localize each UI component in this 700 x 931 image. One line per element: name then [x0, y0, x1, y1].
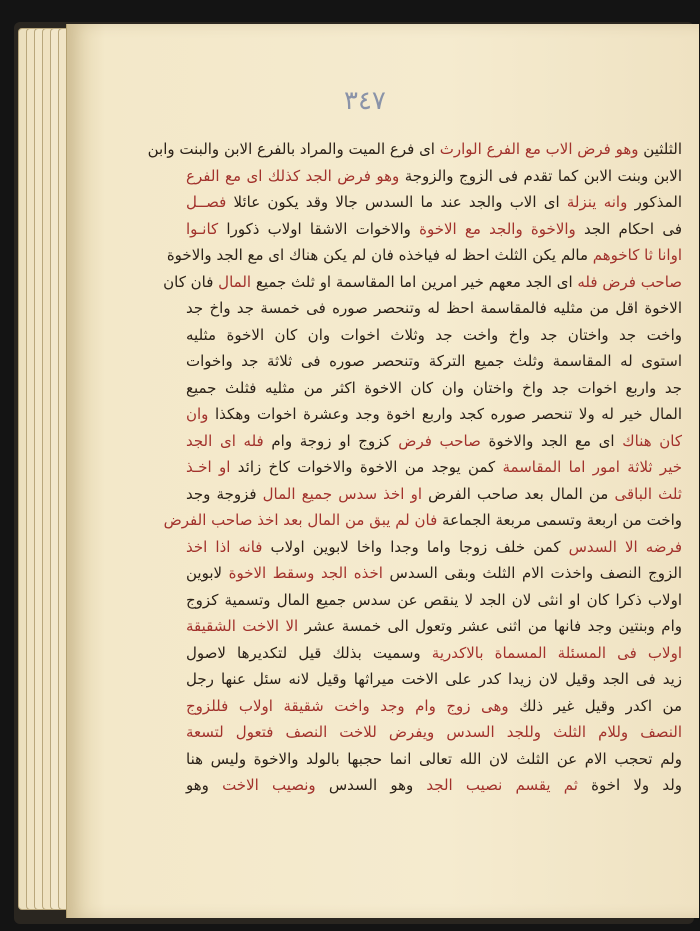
- rubric-text: او اخذ سدس جميع المال: [256, 484, 423, 503]
- rubric-text: فصــل: [186, 193, 227, 211]
- body-text: زيد فى الجد وقيل لان زيدا كدر على الاخت ميراثها وقيل لانه سئل عنها رجل: [186, 670, 682, 688]
- body-text: الاخوة اقل من مثليه فالمقاسمة احظ له وتنحصر صوره فى خمسة جد واخ جد: [186, 299, 682, 317]
- body-text: كزوج او زوجة وام: [263, 431, 391, 450]
- text-line: [186, 693, 682, 720]
- body-text: اولاب ذكرا كان او انثى لان الجد لا ينقص عن سدس جميع المال وتسمية كزوج: [186, 590, 682, 609]
- body-text: وهو السدس: [315, 776, 414, 794]
- text-line: [186, 481, 682, 508]
- rubric-text: النصف وللام الثلث وللجد السدس ويفرض للاخت النصف فتعول لتسعة: [186, 723, 682, 741]
- body-text: جد واربع اخوات جد واخ واختان وان كان الاخوة اكثر من مثليه فثلث جميع: [186, 378, 682, 397]
- rubric-text: وهو فرض الاب مع الفرع الوارث: [434, 140, 639, 158]
- text-line: [163, 507, 682, 534]
- rubric-text: كانـوا: [186, 219, 219, 238]
- rubric-text: ثلث الباقى: [608, 484, 682, 503]
- text-line: [186, 163, 682, 190]
- body-text: فزوجة وجد: [186, 484, 257, 503]
- rubric-text: وهى زوج وام وجد واخت شقيقة اولاب: [228, 696, 509, 715]
- rubric-text: ثم يقسم نصيب الجد: [413, 776, 578, 794]
- rubric-text: اخذه الجد وسقط الاخوة: [222, 564, 383, 582]
- body-text: المال خير له ولا تنحصر صوره كجد واربع اخوة وجد وعشرة اخوات وهكذا: [208, 405, 682, 423]
- body-text: استوى له المقاسمة وثلث جميع التركة وتنحصر صوره فى ثلاثة جد واخوات: [186, 352, 682, 370]
- body-text: من المال بعد صاحب الفرض: [422, 484, 609, 503]
- text-line: [186, 746, 682, 773]
- rubric-text: وان: [186, 405, 209, 423]
- rubric-text: خير ثلاثة امور اما المقاسمة: [495, 458, 682, 476]
- text-line: [186, 534, 682, 561]
- body-text: وام وبنتين وجد فانها من اثنى عشر وتعول الى خمسة عشر: [298, 617, 682, 635]
- body-text: فى احكام الجد: [575, 219, 682, 238]
- rubric-text: وهو فرض الجد كذلك اى مع الفرع: [186, 166, 400, 185]
- manuscript-text: [147, 136, 683, 836]
- rubric-text: فله اى الجد: [186, 431, 264, 450]
- text-line: [166, 242, 682, 269]
- rubric-text: فان لم يبق من المال بعد اخذ صاحب الفرض: [163, 511, 438, 529]
- folio-number: ٣٤٧: [344, 86, 386, 116]
- body-text: والاخوات الاشقا اولاب ذكورا: [218, 219, 411, 238]
- rubric-text: فرضه الا السدس: [560, 537, 682, 556]
- rubric-text: او اخـذ: [186, 458, 231, 476]
- rubric-text: الا الاخت الشقيقة: [186, 617, 299, 635]
- body-text: كمن خلف زوجا واما وجدا واخا لابوين اولاب: [262, 537, 561, 556]
- rubric-text: اولاب فى المسئلة المسماة بالاكدرية: [420, 643, 682, 662]
- body-text: فان كان: [163, 272, 214, 291]
- body-text: اى الجد معهم خير امرين اما المقاسمة او ثلث جميع: [251, 272, 573, 291]
- text-line: [186, 428, 682, 455]
- body-text: ولم تحجب الام عن الثلث لان الله تعالى انما حجبها بالولد والاخوة وليس هنا: [186, 749, 682, 768]
- body-text: من اكدر وقيل غير ذلك: [508, 696, 683, 715]
- rubric-text: فانه اذا اخذ: [186, 537, 263, 556]
- rubric-text: فللزوج: [186, 696, 229, 715]
- rubric-text: ونصيب الاخت: [208, 776, 316, 794]
- body-text: وهو: [186, 776, 209, 794]
- body-text: المذكور: [627, 193, 682, 211]
- text-line: [186, 454, 682, 481]
- body-text: الثلثين: [638, 140, 682, 158]
- body-text: لابوين: [186, 564, 223, 582]
- text-line: [186, 216, 682, 243]
- text-line: [186, 560, 682, 587]
- body-text: الابن وبنت الابن كما تقدم فى الزوج والزوجة: [399, 166, 683, 185]
- text-line: [186, 295, 682, 322]
- text-line: [186, 348, 682, 375]
- rubric-text: صاحب فرض: [390, 431, 481, 450]
- text-line: [186, 772, 682, 799]
- text-line: [186, 719, 682, 746]
- body-text: اى فرع الميت والمراد بالفرع الابن والبنت وابن: [147, 140, 435, 158]
- rubric-text: صاحب فرض فله: [572, 272, 682, 291]
- rubric-text: وانه ينزلة: [559, 193, 628, 211]
- body-text: كمن يوجد من الاخوة والاخوات كاخ زائد: [230, 458, 496, 476]
- body-text: واخت من اربعة وتسمى مربعة الجماعة: [437, 511, 682, 529]
- text-line: [186, 666, 682, 693]
- text-line: [186, 613, 682, 640]
- text-line: [147, 136, 682, 163]
- body-text: الزوج النصف واخذت الام الثلث وبقى السدس: [382, 564, 683, 582]
- body-text: وسميت بذلك قيل لتكديرها لاصول: [186, 643, 421, 662]
- text-line: [186, 375, 682, 402]
- body-text: ولد ولا اخوة: [577, 776, 683, 794]
- text-line: [163, 269, 682, 296]
- rubric-text: كان هناك: [614, 431, 683, 450]
- text-line: [186, 640, 682, 667]
- text-line: [186, 401, 682, 428]
- body-text: اى الاب والجد عند ما السدس جالا وقد يكون عائلا: [226, 193, 560, 211]
- body-text: اى مع الجد والاخوة: [480, 431, 615, 450]
- rubric-text: اوانا ثا كاخوهم: [588, 246, 682, 264]
- body-text: واخت جد واختان جد واخ واخت جد وثلاث اخوات وان كان الاخوة مثليه: [186, 325, 682, 344]
- body-text: مالم يكن الثلث احظ له فياخذه فان لم يكن هناك اى مع الجد والاخوة: [166, 246, 588, 264]
- text-line: [186, 322, 682, 349]
- rubric-text: والاخوة والجد مع الاخوة: [410, 219, 576, 238]
- rubric-text: المال: [213, 272, 252, 291]
- text-line: [186, 189, 682, 216]
- text-line: [186, 587, 682, 614]
